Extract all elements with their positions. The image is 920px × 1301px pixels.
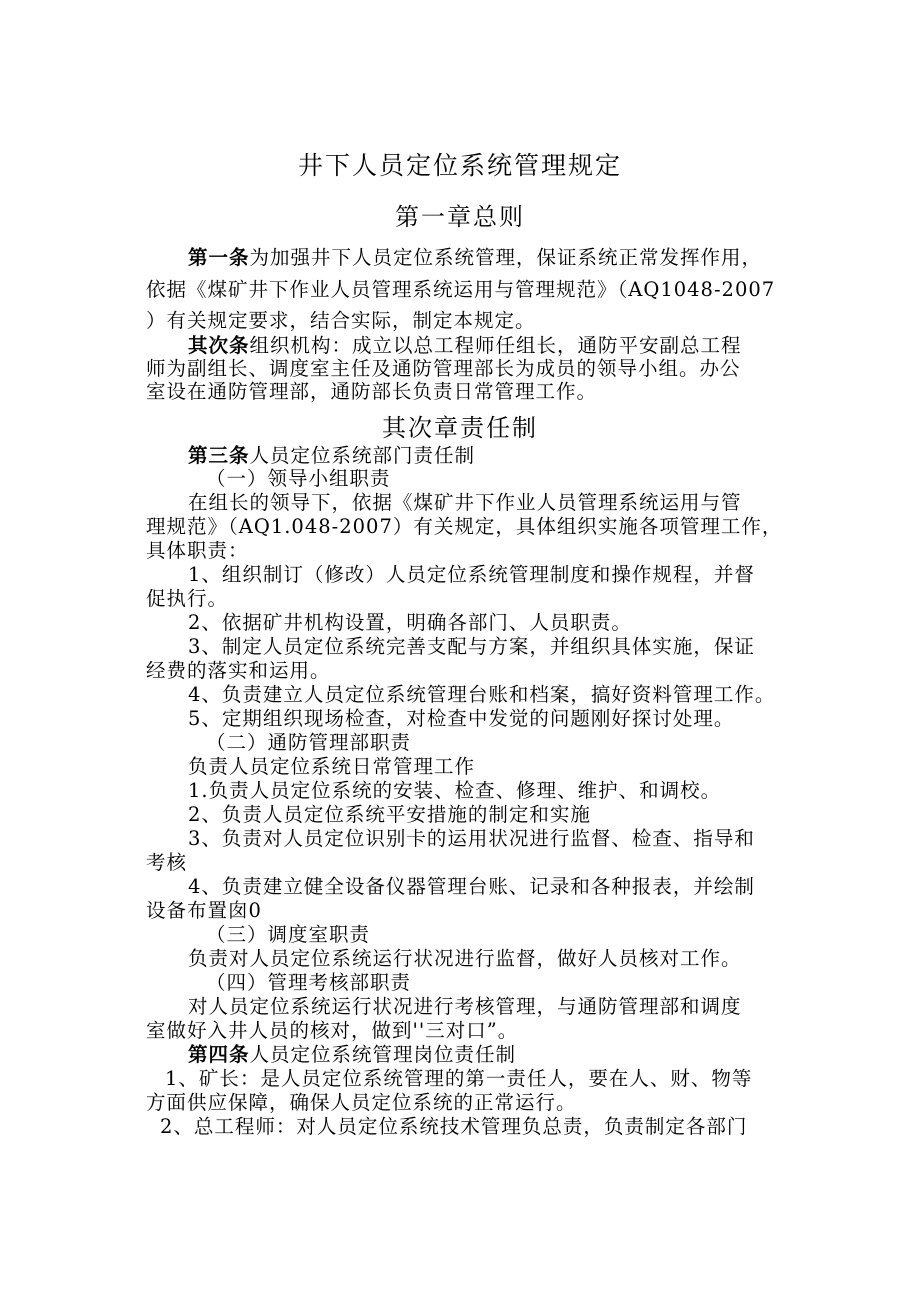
article-1-line-2: 依据《煤矿井下作业人员管理系统运用与管理规范》（AQ1048-2007 (146, 278, 776, 301)
article-4-item-2-line-1: 2、总工程师：对人员定位系统技术管理负总责，负责制定各部门 (160, 1115, 748, 1138)
section-2-para: 负责人员定位系统日常管理工作 (188, 755, 476, 778)
article-4-label: 第四条 (188, 1043, 250, 1066)
article-2-text: 组织机构：成立以总工程师任组长，通防平安副总工程 (249, 334, 742, 357)
article-2-label: 其次条 (188, 334, 250, 357)
section-1-para-line-2: 理规范》（AQ1.048-2007）有关规定，具体组织实施各项管理工作， (146, 515, 783, 538)
article-3-label: 第三条 (188, 444, 250, 467)
section-2-item-4-line-1: 4、负责建立健全设备仪器管理台账、记录和各种报表，并绘制 (188, 875, 755, 898)
section-1-item-1-line-2: 促执行。 (146, 587, 229, 610)
section-3-heading: （三）调度室职责 (206, 923, 371, 946)
article-4-text: 人员定位系统管理岗位责任制 (249, 1043, 517, 1066)
section-2-item-2: 2、负责人员定位系统平安措施的制定和实施 (188, 803, 591, 826)
section-3-para: 负责对人员定位系统运行状况进行监督，做好人员核对工作。 (188, 947, 742, 970)
section-2-item-4-line-2: 设备布置囱0 (146, 899, 262, 922)
article-1-line-3: ）有关规定要求，结合实际，制定本规定。 (146, 309, 536, 332)
section-2-item-1: 1.负责人员定位系统的安装、检查、修理、维护、和调校。 (188, 779, 722, 802)
article-4-item-1-line-2: 方面供应保障，确保人员定位系统的正常运行。 (146, 1091, 577, 1114)
section-1-item-1-line-1: 1、组织制订（修改）人员定位系统管理制度和操作规程，并督 (188, 563, 755, 586)
article-2-line-1 (188, 334, 828, 358)
section-4-para-line-1: 对人员定位系统运行状况进行考核管理，与通防管理部和调度 (188, 995, 742, 1018)
article-3-line (188, 444, 828, 468)
section-2-heading: （二）通防管理部职责 (206, 731, 412, 754)
article-4-item-1-line-1: 1、矿长：是人员定位系统管理的第一责任人，要在人、财、物等 (165, 1067, 753, 1090)
article-3-text: 人员定位系统部门责任制 (249, 444, 476, 467)
article-2-line-2: 师为副组长、调度室主任及通防管理部长为成员的领导小组。办公 (146, 357, 741, 380)
chapter-1-heading: 第一章总则 (395, 203, 525, 231)
article-1-line-1 (188, 246, 828, 270)
section-1-item-2: 2、依据矿井机构设置，明确各部门、人员职责。 (188, 611, 632, 634)
section-1-para-line-1: 在组长的领导下，依据《煤矿井下作业人员管理系统运用与管 (188, 491, 742, 514)
section-4-heading: （四）管理考核部职责 (206, 971, 412, 994)
article-1-label: 第一条 (188, 246, 250, 269)
section-1-item-3-line-1: 3、制定人员定位系统完善支配与方案，并组织具体实施，保证 (188, 635, 755, 658)
section-1-heading: （一）领导小组职责 (206, 467, 391, 490)
section-2-item-3-line-1: 3、负责对人员定位识别卡的运用状况进行监督、检查、指导和 (188, 827, 755, 850)
section-1-item-4: 4、负责建立人员定位系统管理台账和档案，搞好资料管理工作。 (188, 683, 776, 706)
section-1-para-line-3: 具体职责： (146, 539, 249, 562)
article-1-text: 为加强井下人员定位系统管理，保证系统正常发挥作用， (249, 246, 763, 269)
section-1-item-5: 5、定期组织现场检查，对检查中发觉的问题刚好探讨处理。 (188, 707, 735, 730)
section-2-item-3-line-2: 考核 (146, 851, 188, 874)
section-1-item-3-line-2: 经费的落实和运用。 (146, 659, 331, 682)
document-title: 井下人员定位系统管理规定 (297, 151, 622, 180)
article-2-line-3: 室设在通防管理部，通防部长负责日常管理工作。 (146, 380, 598, 403)
article-4-line (188, 1043, 828, 1067)
chapter-2-heading: 其次章责任制 (382, 414, 538, 442)
section-4-para-line-2: 室做好入井人员的核对，做到''三对口”。 (146, 1019, 519, 1042)
